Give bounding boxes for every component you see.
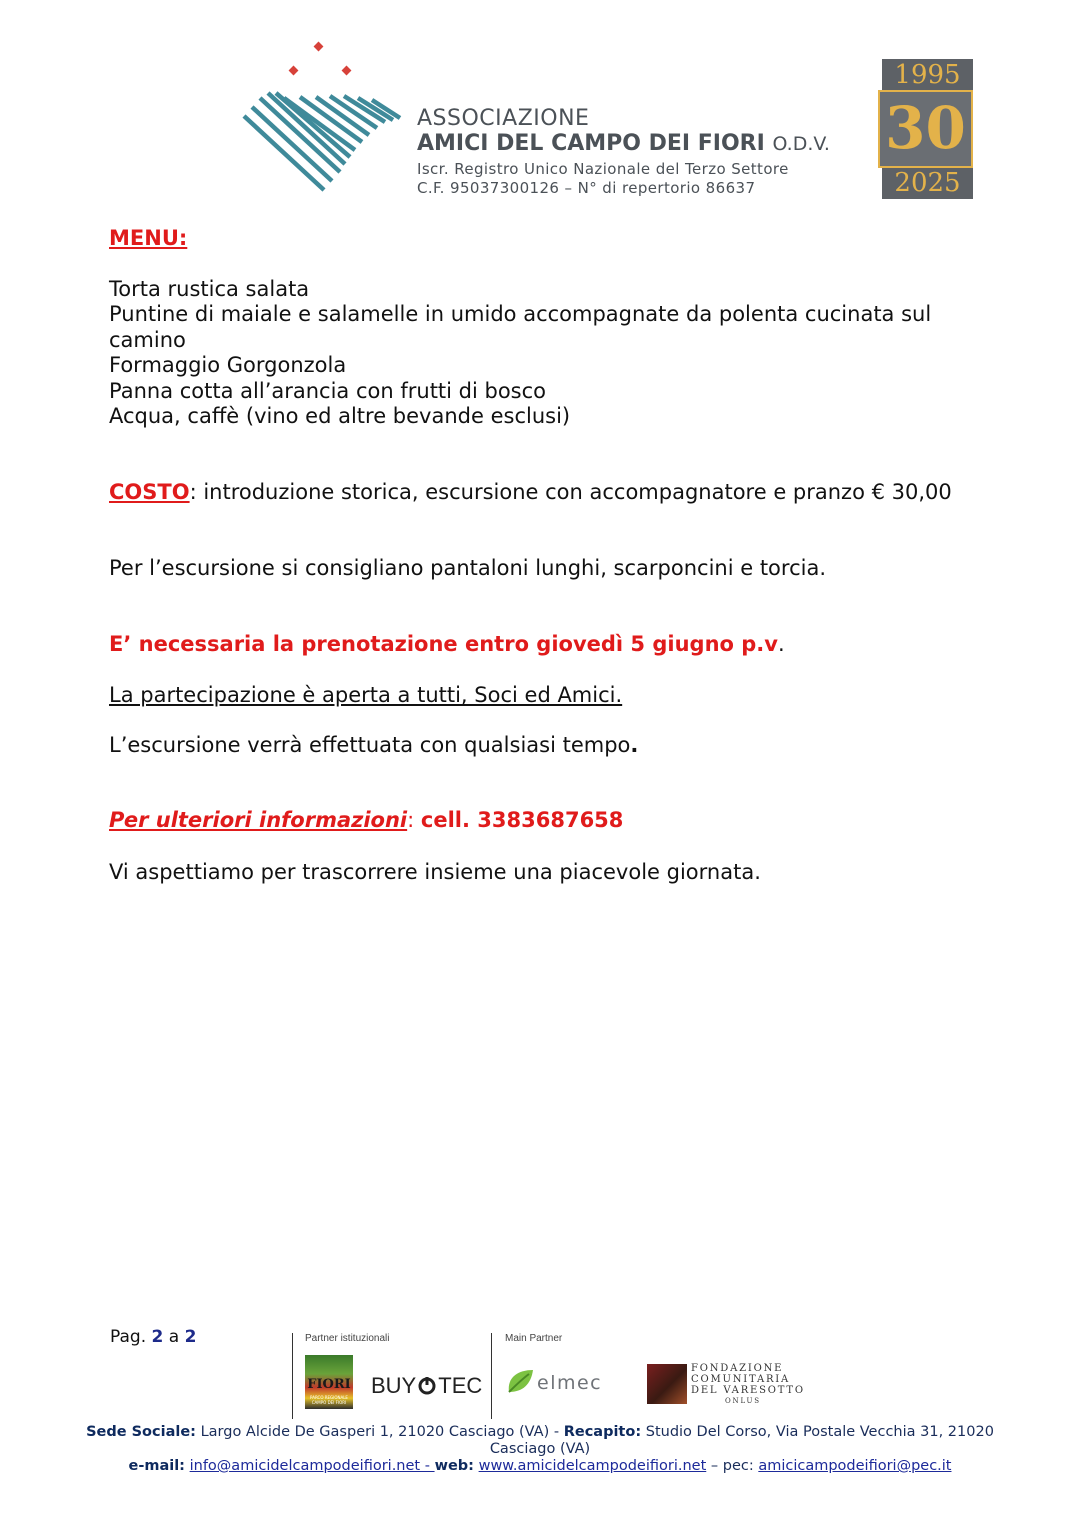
cost-label: COSTO [109,480,190,504]
elmec-logo: elmec [537,1372,603,1394]
menu-item: Formaggio Gorgonzola [109,353,347,377]
power-icon [417,1375,437,1395]
page-middle: a [168,1327,180,1347]
fondazione-line: ONLUS [725,1397,761,1405]
association-logo [240,40,405,195]
partner-divider [292,1333,293,1419]
weather-end: . [630,733,639,757]
web-label: web: [434,1458,474,1474]
logo-diamond-right [342,66,352,76]
org-name-suffix: O.D.V. [772,133,830,155]
pec-prefix: – pec: [706,1458,759,1474]
parco-logo-text: FIORI [307,1377,351,1392]
menu-item: Acqua, caffè (vino ed altre bevande esclusi) [109,404,571,428]
fondazione-line: COMUNITARIA [691,1374,791,1385]
footer-line1 [0,1424,1080,1441]
closing-text: Vi aspettiamo per trascorrere insieme una piacevole giornata. [109,860,761,884]
sede-label: Sede Sociale: [86,1424,196,1440]
fondazione-line: DEL VARESOTTO [691,1385,805,1396]
main-partner-label: Main Partner [505,1333,563,1344]
fondazione-line: FONDAZIONE [691,1363,784,1374]
buyotec-logo [371,1373,482,1399]
anniversary-start-year: 1995 [894,60,961,90]
institutional-partner-label: Partner istituzionali [305,1333,390,1344]
participation-text: La partecipazione è aperta a tutti, Soci ed Amici. [109,683,623,707]
elmec-leaf-icon [505,1368,535,1396]
booking-end: . [777,632,785,656]
buyotec-text: BUY [371,1373,417,1398]
recapito-value: Studio Del Corso, Via Postale Vecchia 31, 21020 [641,1424,994,1440]
menu-item: Torta rustica salata [109,277,310,301]
booking-line [109,632,785,658]
cost-line [109,480,952,506]
menu-heading: MENU: [109,226,188,250]
recapito-label: Recapito: [563,1424,642,1440]
info-phone[interactable]: cell. 3383687658 [420,808,624,832]
weather-text: L’escursione verrà effettuata con qualsiasi tempo [109,733,631,757]
logo-diamond-left [289,66,299,76]
web-link[interactable]: www.amicidelcampodeifiori.net [478,1458,707,1474]
weather-line [109,733,638,759]
org-registry: Iscr. Registro Unico Nazionale del Terzo Settore [417,160,789,178]
page-total: 2 [184,1327,197,1347]
page-prefix: Pag. [110,1327,147,1347]
footer-line2: Casciago (VA) [489,1441,591,1457]
page-current: 2 [151,1327,164,1347]
email-link[interactable]: info@amicidelcampodeifiori.net - [189,1458,435,1474]
menu-item: Puntine di maiale e salamelle in umido accompagnate da polenta cucinata sul [109,302,932,326]
pec-link[interactable]: amicicampodeifiori@pec.it [758,1458,952,1474]
page-number [110,1327,196,1347]
footer-line3 [0,1458,1080,1475]
anniversary-badge [882,59,973,199]
booking-text: E’ necessaria la prenotazione entro giovedì 5 giugno p.v [109,632,778,656]
footer-address [0,1424,1080,1475]
info-separator: : [407,808,421,832]
anniversary-number: 30 [878,90,973,168]
fondazione-logo [691,1363,805,1407]
buyotec-text-rest: TEC [438,1373,483,1398]
parco-logo-sub: PARCO REGIONALE CAMPO DEI FIORI [310,1395,348,1405]
sede-value: Largo Alcide De Gasperi 1, 21020 Casciago (VA) - [195,1424,564,1440]
parco-logo [305,1355,353,1409]
org-name-main: AMICI DEL CAMPO DEI FIORI [417,131,765,156]
org-fiscal-code: C.F. 95037300126 – N° di repertorio 86637 [417,179,756,197]
logo-diamond-top [314,42,324,52]
fondazione-logo-image [647,1364,687,1404]
org-name-line2 [417,131,830,156]
menu-item: camino [109,328,186,352]
email-label: e-mail: [128,1458,185,1474]
anniversary-end-year: 2025 [894,168,961,198]
cost-text: : introduzione storica, escursione con accompagnatore e pranzo € 30,00 [189,480,952,504]
advice-text: Per l’escursione si consigliano pantaloni lunghi, scarponcini e torcia. [109,556,827,580]
org-name-line1: ASSOCIAZIONE [417,106,590,131]
menu-item: Panna cotta all’arancia con frutti di bosco [109,379,547,403]
info-label: Per ulteriori informazioni [109,808,408,832]
logo-stripes [244,93,400,190]
info-line [109,808,623,834]
main-partner-divider [491,1333,492,1419]
